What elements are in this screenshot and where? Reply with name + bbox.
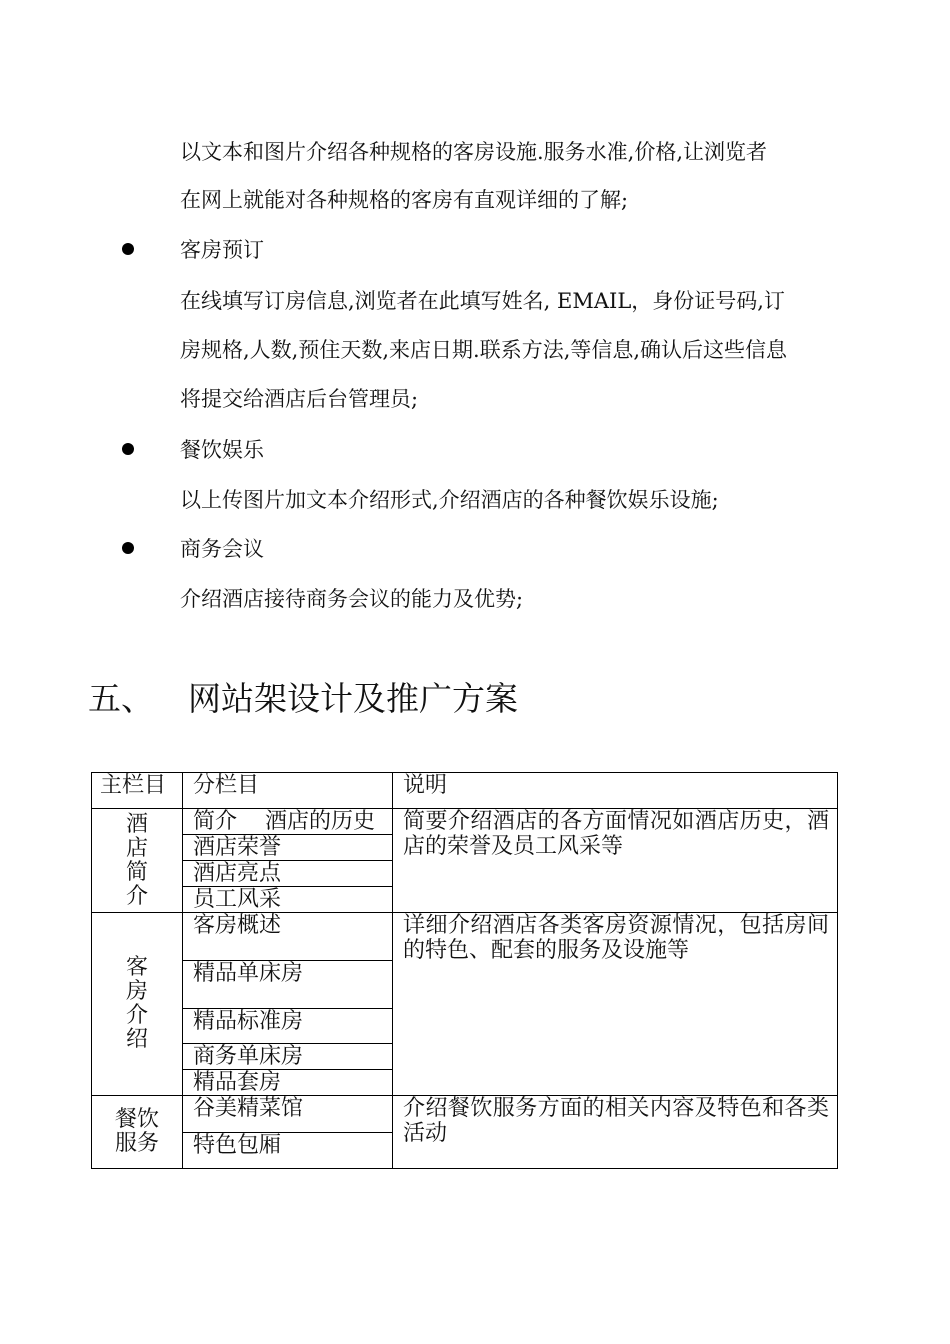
header-description: 说明 [393, 773, 838, 809]
sub-column-cell: 酒店荣誉 [183, 835, 393, 861]
main-column-cell [92, 1096, 183, 1169]
dining-title: 餐饮娱乐 [180, 438, 264, 462]
booking-title: 客房预订 [180, 238, 264, 262]
section-title: 网站架设计及推广方案 [188, 679, 518, 718]
dining-line-1: 以上传图片加文本介绍形式,介绍酒店的各种餐饮娱乐设施; [180, 488, 719, 512]
table-row [92, 809, 838, 835]
sub-column-cell: 员工风采 [183, 887, 393, 913]
table-row [92, 1096, 838, 1133]
booking-line-1: 在线填写订房信息,浏览者在此填写姓名, EMAIL，身份证号码,订 [180, 289, 785, 313]
header-sub-column: 分栏目 [183, 773, 393, 809]
bullet-icon [122, 243, 134, 255]
sub-column-cell: 简介 酒店的历史 [183, 809, 393, 835]
sub-column-cell: 精品标准房 [183, 1009, 393, 1044]
meeting-title: 商务会议 [180, 537, 264, 561]
main-column-cell [92, 913, 183, 1096]
table-row [92, 913, 838, 961]
main-column-label: 餐饮服务 [115, 1107, 160, 1156]
sub-column-cell: 酒店亮点 [183, 861, 393, 887]
booking-line-3: 将提交给酒店后台管理员; [180, 387, 419, 411]
room-intro-line-2: 在网上就能对各种规格的客房有直观详细的了解; [180, 188, 629, 212]
main-column-cell [92, 809, 183, 913]
description-cell: 简要介绍酒店的各方面情况如酒店历史，酒店的荣誉及员工风采等 [393, 809, 838, 913]
description-cell: 详细介绍酒店各类客房资源情况，包括房间的特色、配套的服务及设施等 [393, 913, 838, 1096]
bullet-icon [122, 443, 134, 455]
main-column-label: 客房介绍 [126, 955, 149, 1052]
sub-column-cell: 精品单床房 [183, 961, 393, 1009]
bullet-icon [122, 542, 134, 554]
site-structure-table [91, 772, 838, 1169]
header-main-column: 主栏目 [92, 773, 183, 809]
sub-column-cell: 客房概述 [183, 913, 393, 961]
room-intro-line-1: 以文本和图片介绍各种规格的客房设施.服务水准,价格,让浏览者 [180, 140, 768, 164]
booking-line-2: 房规格,人数,预住天数,来店日期.联系方法,等信息,确认后这些信息 [180, 338, 788, 362]
meeting-line-1: 介绍酒店接待商务会议的能力及优势; [180, 587, 524, 611]
sub-column-cell: 精品套房 [183, 1070, 393, 1096]
section-number: 五、 [88, 679, 154, 718]
main-column-label: 酒店简介 [126, 811, 149, 909]
description-cell: 介绍餐饮服务方面的相关内容及特色和各类活动 [393, 1096, 838, 1169]
sub-column-cell: 谷美精菜馆 [183, 1096, 393, 1133]
table-header-row [92, 773, 838, 809]
sub-column-cell: 特色包厢 [183, 1133, 393, 1169]
sub-column-cell: 商务单床房 [183, 1044, 393, 1070]
